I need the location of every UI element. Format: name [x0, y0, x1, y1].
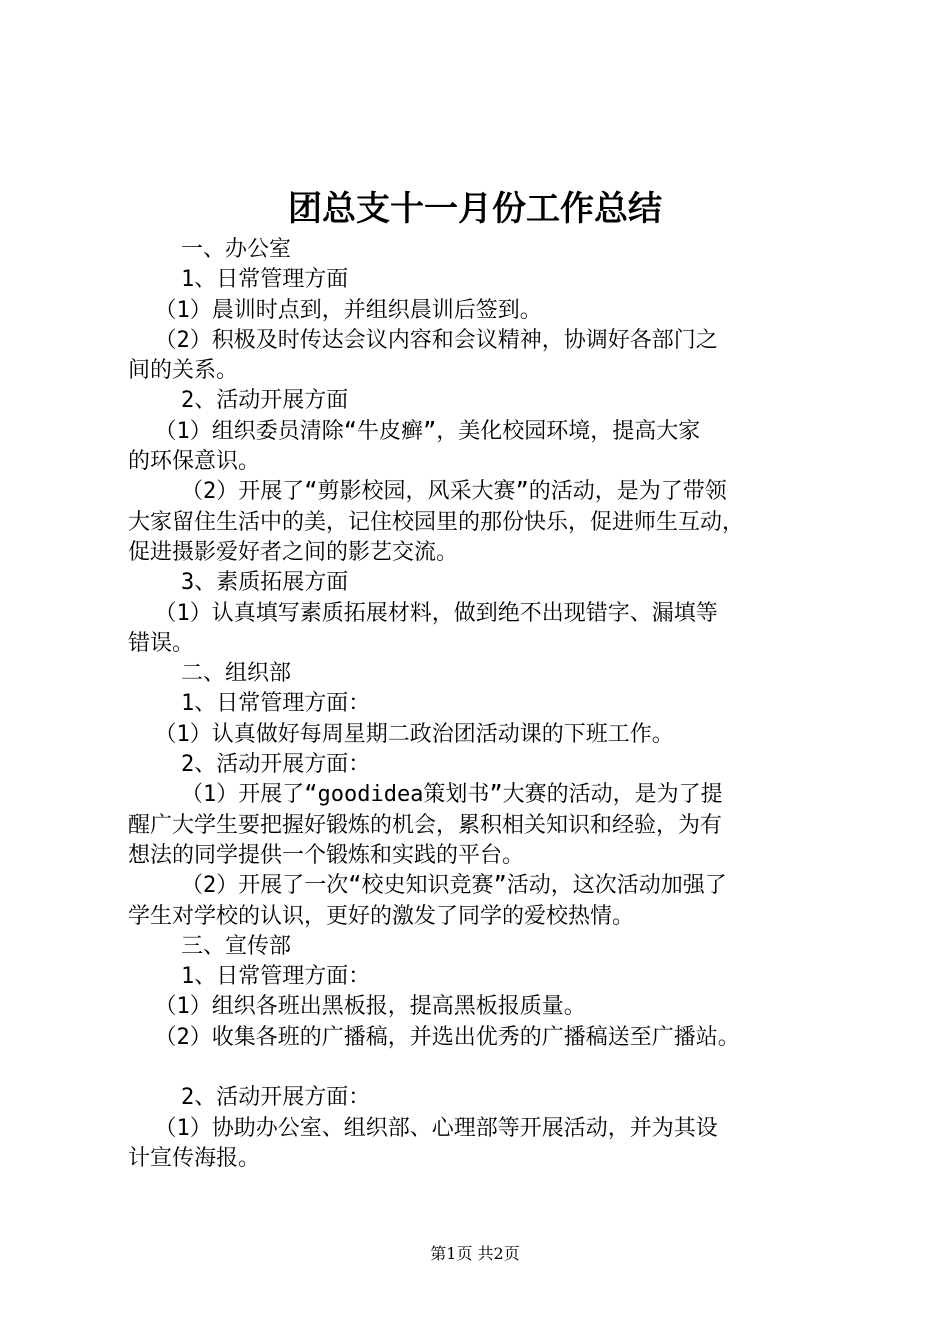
body-line: （1）组织各班出黑板报，提高黑板报质量。	[128, 994, 586, 1020]
body-line: 醒广大学生要把握好锻炼的机会，累积相关知识和经验，为有	[128, 812, 723, 838]
body-line: （2）开展了一次“校史知识竞赛”活动，这次活动加强了	[128, 873, 727, 899]
body-line: （2）开展了“剪影校园，风采大赛”的活动，是为了带领	[128, 479, 727, 505]
body-line: 2、活动开展方面	[128, 388, 349, 414]
body-line: 1、日常管理方面：	[128, 691, 371, 717]
body-line: （1）组织委员清除“牛皮癣”，美化校园环境，提高大家	[128, 418, 701, 444]
body-line: 间的关系。	[128, 358, 239, 384]
body-line: 想法的同学提供一个锻炼和实践的平台。	[128, 842, 525, 868]
body-line: 大家留住生活中的美，记住校园里的那份快乐，促进师生互动，	[128, 509, 745, 535]
body-line: （1）晨训时点到，并组织晨训后签到。	[128, 297, 542, 323]
body-line: 1、日常管理方面：	[128, 964, 371, 990]
body-line: （2）积极及时传达会议内容和会议精神，协调好各部门之	[128, 327, 718, 353]
body-line: 三、宣传部	[128, 933, 291, 959]
body-line: 1、日常管理方面	[128, 267, 349, 293]
body-line: （1）认真填写素质拓展材料，做到绝不出现错字、漏填等	[128, 600, 718, 626]
body-line: （1）协助办公室、组织部、心理部等开展活动，并为其设	[128, 1115, 718, 1141]
page-number-footer: 第1页 共2页	[430, 1244, 520, 1263]
body-line: （2）收集各班的广播稿，并选出优秀的广播稿送至广播站。	[128, 1024, 740, 1050]
body-line: （1）认真做好每周星期二政治团活动课的下班工作。	[128, 721, 674, 747]
body-line: 学生对学校的认识，更好的激发了同学的爱校热情。	[128, 903, 635, 929]
body-line: 错误。	[128, 630, 195, 656]
blank-line	[128, 1053, 833, 1083]
body-line: 一、办公室	[128, 237, 291, 262]
document-title: 团总支十一月份工作总结	[288, 189, 662, 229]
document-body	[128, 235, 833, 1174]
body-line: （1）开展了“goodidea策划书”大赛的活动，是为了提	[128, 782, 723, 808]
body-line: 促进摄影爱好者之间的影艺交流。	[128, 539, 459, 565]
body-line: 二、组织部	[128, 661, 291, 687]
body-line: 的环保意识。	[128, 449, 261, 475]
body-line: 3、素质拓展方面	[128, 570, 349, 596]
body-line: 2、活动开展方面：	[128, 752, 371, 778]
body-line: 2、活动开展方面：	[128, 1085, 371, 1111]
body-line: 计宣传海报。	[128, 1145, 261, 1171]
